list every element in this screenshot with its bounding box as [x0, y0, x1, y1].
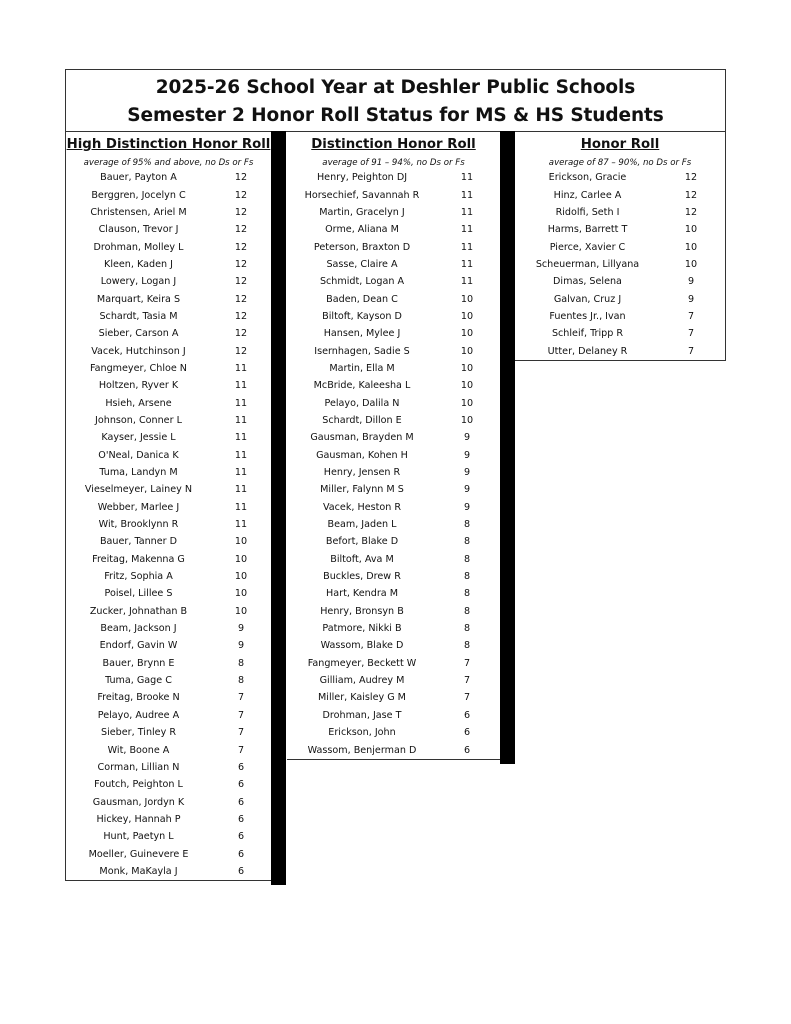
student-list — [66, 169, 271, 880]
student-grade: 7 — [237, 709, 245, 721]
student-grade: 10 — [234, 588, 248, 600]
student-row — [66, 655, 271, 672]
student-name: Zucker, Johnathan B — [89, 605, 188, 617]
student-name: Vacek, Hutchinson J — [91, 345, 186, 357]
student-row — [287, 394, 500, 411]
student-name: Miller, Falynn M S — [320, 484, 404, 496]
column-criteria: average of 91 – 94%, no Ds or Fs — [322, 158, 465, 168]
student-name: Utter, Delaney R — [547, 345, 628, 357]
student-row — [287, 186, 500, 203]
student-row — [287, 672, 500, 689]
student-grade: 11 — [234, 449, 248, 461]
student-grade: 7 — [237, 727, 245, 739]
student-row — [66, 169, 271, 186]
student-name: Peterson, Braxton D — [313, 241, 411, 253]
student-grade: 11 — [234, 362, 248, 374]
student-name: Galvan, Cruz J — [553, 293, 622, 305]
student-name: Johnson, Conner L — [95, 414, 182, 426]
student-grade: 6 — [463, 709, 471, 721]
student-row — [287, 516, 500, 533]
student-row — [287, 273, 500, 290]
student-row — [287, 585, 500, 602]
student-row — [66, 707, 271, 724]
student-row — [66, 551, 271, 568]
student-grade: 11 — [234, 467, 248, 479]
student-name: Kayser, Jessie L — [101, 432, 176, 444]
student-name: Pelayo, Dalila N — [324, 397, 400, 409]
student-grade: 11 — [460, 258, 474, 270]
student-name: Gilliam, Audrey M — [319, 675, 405, 687]
student-row — [66, 620, 271, 637]
student-row — [287, 169, 500, 186]
student-row — [66, 637, 271, 654]
student-name: Poisel, Lillee S — [104, 588, 173, 600]
student-name: Scheuerman, Lillyana — [535, 258, 640, 270]
student-row — [287, 256, 500, 273]
student-row — [66, 308, 271, 325]
student-name: Harms, Barrett T — [547, 224, 628, 236]
student-grade: 10 — [460, 293, 474, 305]
student-grade: 10 — [234, 605, 248, 617]
student-name: Monk, MaKayla J — [99, 865, 178, 877]
student-row — [66, 672, 271, 689]
student-grade: 12 — [684, 189, 698, 201]
student-grade: 12 — [234, 224, 248, 236]
student-row — [66, 256, 271, 273]
student-name: Kleen, Kaden J — [104, 258, 173, 270]
student-row — [66, 533, 271, 550]
column-separator — [271, 131, 286, 885]
student-grade: 6 — [237, 779, 245, 791]
student-name: Fritz, Sophia A — [104, 571, 173, 583]
student-name: Schardt, Tasia M — [99, 310, 178, 322]
student-row — [287, 429, 500, 446]
column-separator — [500, 131, 515, 764]
student-grade: 10 — [460, 397, 474, 409]
student-grade: 6 — [237, 761, 245, 773]
student-name: Tuma, Gage C — [105, 675, 172, 687]
student-row — [66, 499, 271, 516]
student-grade: 12 — [234, 310, 248, 322]
student-grade: 10 — [460, 380, 474, 392]
student-name: Wassom, Benjerman D — [307, 744, 417, 756]
student-name: Foutch, Peighton L — [94, 779, 183, 791]
student-grade: 12 — [684, 206, 698, 218]
title-line-2: Semester 2 Honor Roll Status for MS & HS Students — [127, 105, 664, 126]
student-name: Hunt, Paetyn L — [103, 831, 174, 843]
student-row — [287, 655, 500, 672]
student-row — [66, 394, 271, 411]
student-name: Bauer, Payton A — [100, 172, 177, 184]
student-grade: 6 — [237, 796, 245, 808]
student-name: Baden, Dean C — [326, 293, 398, 305]
student-row — [515, 186, 725, 203]
student-name: Vacek, Heston R — [322, 501, 402, 513]
student-name: Christensen, Ariel M — [90, 206, 187, 218]
column-criteria: average of 95% and above, no Ds or Fs — [83, 158, 254, 168]
student-name: Henry, Bronsyn B — [320, 605, 404, 617]
student-grade: 10 — [684, 258, 698, 270]
student-grade: 11 — [234, 519, 248, 531]
student-grade: 6 — [237, 865, 245, 877]
student-row — [66, 516, 271, 533]
student-row — [515, 238, 725, 255]
student-row — [66, 793, 271, 810]
student-name: Marquart, Keira S — [96, 293, 181, 305]
student-grade: 9 — [463, 449, 471, 461]
student-grade: 10 — [684, 224, 698, 236]
student-row — [287, 724, 500, 741]
student-grade: 10 — [460, 310, 474, 322]
student-row — [66, 845, 271, 862]
student-name: Schleif, Tripp R — [551, 328, 624, 340]
student-row — [287, 637, 500, 654]
student-grade: 8 — [463, 536, 471, 548]
student-row — [287, 325, 500, 342]
student-name: Dimas, Selena — [553, 276, 622, 288]
student-grade: 12 — [234, 241, 248, 253]
student-name: Wit, Boone A — [107, 744, 170, 756]
student-grade: 12 — [234, 172, 248, 184]
column-criteria: average of 87 – 90%, no Ds or Fs — [548, 158, 692, 168]
student-name: Drohman, Jase T — [322, 709, 402, 721]
student-grade: 9 — [463, 484, 471, 496]
title-line-1: 2025-26 School Year at Deshler Public Schools — [155, 77, 636, 98]
student-row — [66, 360, 271, 377]
student-name: Endorf, Gavin W — [99, 640, 178, 652]
student-row — [287, 568, 500, 585]
student-name: Biltoft, Ava M — [330, 553, 394, 565]
student-grade: 7 — [237, 692, 245, 704]
student-row — [515, 256, 725, 273]
student-row — [515, 273, 725, 290]
student-row — [66, 238, 271, 255]
student-row — [66, 186, 271, 203]
student-name: Vieselmeyer, Lainey N — [84, 484, 193, 496]
student-grade: 7 — [463, 675, 471, 687]
student-grade: 12 — [234, 328, 248, 340]
student-row — [66, 481, 271, 498]
student-name: Bauer, Tanner D — [99, 536, 178, 548]
student-name: Henry, Peighton DJ — [316, 172, 408, 184]
student-row — [287, 360, 500, 377]
student-grade: 7 — [237, 744, 245, 756]
student-row — [287, 689, 500, 706]
student-list — [287, 169, 500, 759]
student-grade: 11 — [460, 276, 474, 288]
student-row — [515, 342, 725, 359]
student-name: Martin, Ella M — [329, 362, 395, 374]
student-grade: 12 — [234, 345, 248, 357]
student-grade: 12 — [234, 189, 248, 201]
student-name: Fangmeyer, Chloe N — [89, 362, 187, 374]
student-name: Schmidt, Logan A — [319, 276, 405, 288]
document-title-box — [65, 69, 726, 132]
student-row — [66, 776, 271, 793]
student-name: Tuma, Landyn M — [99, 467, 178, 479]
student-row — [287, 342, 500, 359]
student-name: Beam, Jackson J — [100, 623, 177, 635]
student-grade: 11 — [234, 414, 248, 426]
student-row — [287, 204, 500, 221]
honor-roll-column — [515, 131, 726, 361]
student-grade: 8 — [463, 519, 471, 531]
student-row — [287, 741, 500, 758]
student-row — [287, 707, 500, 724]
student-row — [287, 620, 500, 637]
student-grade: 12 — [684, 172, 698, 184]
student-name: Hart, Kendra M — [326, 588, 398, 600]
student-grade: 8 — [463, 640, 471, 652]
student-row — [287, 238, 500, 255]
student-row — [66, 325, 271, 342]
student-row — [66, 863, 271, 880]
distinction-column — [287, 131, 500, 760]
student-name: Sieber, Carson A — [98, 328, 179, 340]
student-name: Berggren, Jocelyn C — [91, 189, 186, 201]
student-name: McBride, Kaleesha L — [313, 380, 411, 392]
student-name: Freitag, Brooke N — [97, 692, 180, 704]
student-row — [287, 290, 500, 307]
student-name: Sieber, Tinley R — [101, 727, 176, 739]
student-name: Drohman, Molley L — [93, 241, 184, 253]
student-name: Erickson, John — [328, 727, 396, 739]
student-name: Orme, Aliana M — [325, 224, 399, 236]
student-name: Hsieh, Arsene — [105, 397, 172, 409]
student-row — [66, 204, 271, 221]
student-grade: 9 — [237, 623, 245, 635]
student-name: Henry, Jensen R — [323, 467, 401, 479]
column-heading: Honor Roll — [580, 137, 660, 152]
student-grade: 6 — [237, 831, 245, 843]
student-name: Isernhagen, Sadie S — [314, 345, 410, 357]
student-name: Schardt, Dillon E — [322, 414, 402, 426]
student-row — [66, 568, 271, 585]
student-name: Hickey, Hannah P — [96, 813, 181, 825]
student-grade: 11 — [460, 241, 474, 253]
student-grade: 8 — [463, 553, 471, 565]
column-heading: Distinction Honor Roll — [311, 137, 476, 152]
student-name: Pelayo, Audree A — [97, 709, 180, 721]
student-name: Fuentes Jr., Ivan — [549, 310, 626, 322]
student-name: Hansen, Mylee J — [323, 328, 401, 340]
student-name: Horsechief, Savannah R — [304, 189, 420, 201]
student-name: Moeller, Guinevere E — [88, 848, 189, 860]
student-row — [66, 429, 271, 446]
student-grade: 12 — [234, 276, 248, 288]
student-row — [287, 412, 500, 429]
student-name: Patmore, Nikki B — [322, 623, 402, 635]
student-grade: 10 — [460, 362, 474, 374]
student-grade: 7 — [687, 345, 695, 357]
student-grade: 11 — [234, 380, 248, 392]
student-row — [66, 221, 271, 238]
student-grade: 8 — [463, 605, 471, 617]
student-grade: 8 — [237, 657, 245, 669]
student-grade: 12 — [234, 258, 248, 270]
student-grade: 10 — [684, 241, 698, 253]
student-grade: 10 — [460, 414, 474, 426]
student-name: Buckles, Drew R — [323, 571, 401, 583]
student-name: Biltoft, Kayson D — [322, 310, 402, 322]
student-grade: 10 — [234, 536, 248, 548]
student-name: Gausman, Brayden M — [310, 432, 414, 444]
student-row — [66, 759, 271, 776]
student-name: Wit, Brooklynn R — [98, 519, 179, 531]
student-grade: 6 — [463, 727, 471, 739]
student-row — [66, 412, 271, 429]
student-name: Gausman, Kohen H — [316, 449, 408, 461]
student-row — [515, 204, 725, 221]
student-row — [287, 447, 500, 464]
student-grade: 12 — [234, 206, 248, 218]
student-row — [287, 499, 500, 516]
student-grade: 8 — [463, 623, 471, 635]
student-name: Pierce, Xavier C — [549, 241, 626, 253]
student-grade: 11 — [234, 432, 248, 444]
student-name: Erickson, Gracie — [548, 172, 627, 184]
student-name: Martin, Gracelyn J — [319, 206, 405, 218]
student-row — [66, 342, 271, 359]
student-grade: 8 — [463, 588, 471, 600]
student-grade: 12 — [234, 293, 248, 305]
high-distinction-column — [65, 131, 271, 881]
student-row — [66, 585, 271, 602]
student-row — [66, 741, 271, 758]
student-grade: 11 — [460, 224, 474, 236]
student-grade: 9 — [687, 293, 695, 305]
student-grade: 9 — [463, 501, 471, 513]
student-list — [515, 169, 725, 360]
student-name: Hinz, Carlee A — [553, 189, 622, 201]
student-name: Ridolfi, Seth I — [555, 206, 620, 218]
student-row — [287, 464, 500, 481]
student-grade: 7 — [463, 692, 471, 704]
student-grade: 11 — [234, 397, 248, 409]
student-row — [66, 689, 271, 706]
student-name: Befort, Blake D — [325, 536, 399, 548]
student-grade: 11 — [234, 501, 248, 513]
student-name: Lowery, Logan J — [100, 276, 177, 288]
student-grade: 11 — [460, 189, 474, 201]
student-grade: 11 — [460, 206, 474, 218]
student-row — [287, 481, 500, 498]
student-name: Beam, Jaden L — [327, 519, 397, 531]
student-row — [66, 724, 271, 741]
student-row — [287, 533, 500, 550]
student-name: Gausman, Jordyn K — [92, 796, 185, 808]
student-row — [515, 169, 725, 186]
student-grade: 11 — [460, 172, 474, 184]
student-row — [287, 308, 500, 325]
student-grade: 8 — [463, 571, 471, 583]
student-name: Fangmeyer, Beckett W — [307, 657, 417, 669]
student-name: Holtzen, Ryver K — [98, 380, 179, 392]
student-name: Bauer, Brynn E — [102, 657, 175, 669]
student-row — [66, 377, 271, 394]
student-name: Corman, Lillian N — [97, 761, 180, 773]
student-grade: 6 — [463, 744, 471, 756]
student-grade: 8 — [237, 675, 245, 687]
student-name: Wassom, Blake D — [320, 640, 404, 652]
student-row — [287, 221, 500, 238]
student-row — [66, 290, 271, 307]
student-row — [66, 447, 271, 464]
column-heading: High Distinction Honor Roll — [66, 137, 271, 152]
student-row — [66, 273, 271, 290]
student-name: O'Neal, Danica K — [98, 449, 179, 461]
student-grade: 10 — [234, 571, 248, 583]
student-row — [515, 308, 725, 325]
student-row — [287, 551, 500, 568]
student-grade: 7 — [687, 328, 695, 340]
student-grade: 10 — [234, 553, 248, 565]
student-row — [287, 377, 500, 394]
student-row — [515, 221, 725, 238]
student-row — [515, 325, 725, 342]
student-grade: 10 — [460, 328, 474, 340]
student-grade: 10 — [460, 345, 474, 357]
student-grade: 9 — [463, 432, 471, 444]
student-name: Freitag, Makenna G — [92, 553, 185, 565]
student-name: Sasse, Claire A — [326, 258, 398, 270]
student-grade: 6 — [237, 848, 245, 860]
student-grade: 9 — [237, 640, 245, 652]
student-row — [515, 290, 725, 307]
student-name: Miller, Kaisley G M — [318, 692, 406, 704]
student-grade: 9 — [687, 276, 695, 288]
student-name: Webber, Marlee J — [97, 501, 180, 513]
student-row — [66, 828, 271, 845]
student-grade: 7 — [687, 310, 695, 322]
student-grade: 7 — [463, 657, 471, 669]
student-row — [287, 603, 500, 620]
student-row — [66, 603, 271, 620]
student-grade: 6 — [237, 813, 245, 825]
student-row — [66, 811, 271, 828]
student-grade: 11 — [234, 484, 248, 496]
student-grade: 9 — [463, 467, 471, 479]
student-name: Clauson, Trevor J — [98, 224, 179, 236]
student-row — [66, 464, 271, 481]
